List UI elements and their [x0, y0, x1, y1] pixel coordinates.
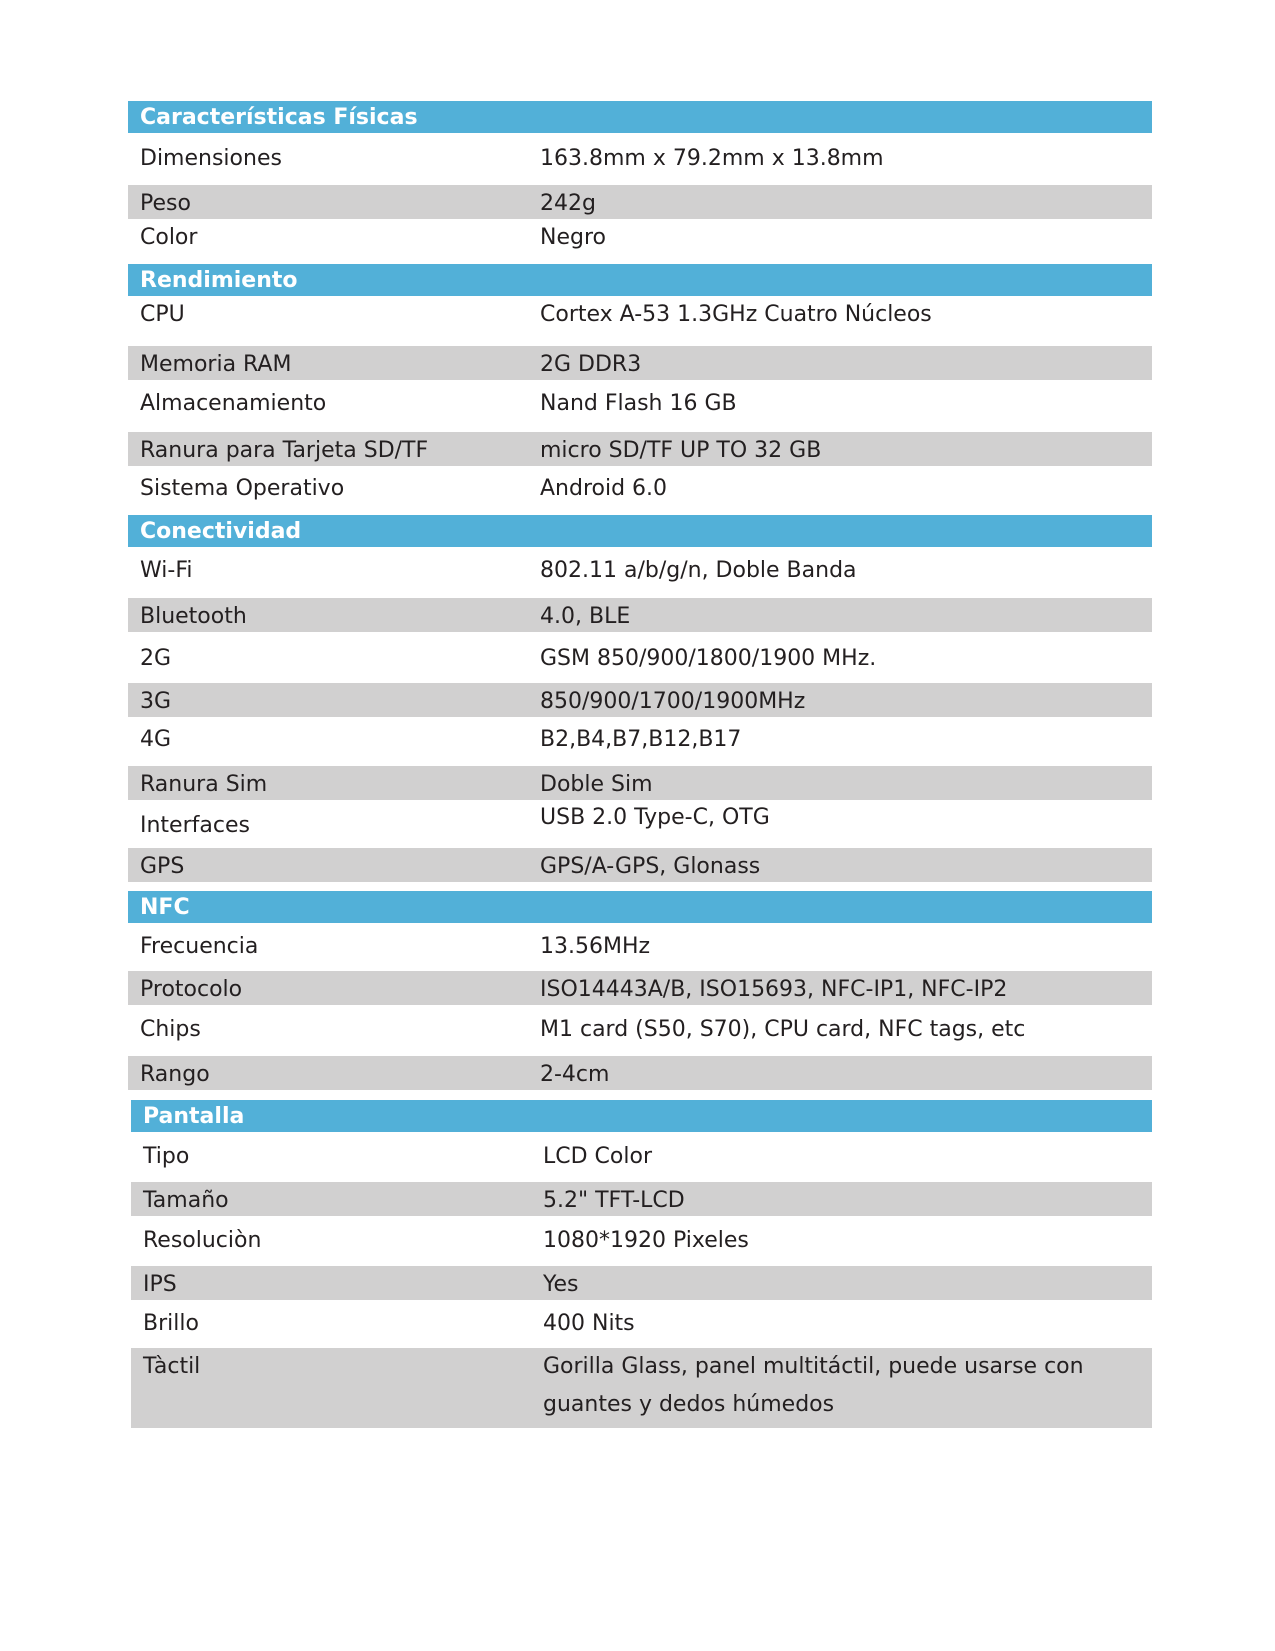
- spec-label: Brillo: [143, 1311, 199, 1336]
- spec-value: 13.56MHz: [540, 934, 651, 959]
- spec-label: Chips: [140, 1017, 201, 1042]
- spec-row: [128, 683, 1152, 717]
- spec-row: [128, 547, 1152, 598]
- spec-value: LCD Color: [543, 1144, 652, 1169]
- spec-value: 850/900/1700/1900MHz: [540, 689, 806, 714]
- spec-value: Doble Sim: [540, 772, 653, 797]
- section-header: Pantalla: [131, 1100, 1152, 1132]
- spec-row: [128, 133, 1152, 185]
- spec-row: [128, 717, 1152, 766]
- spec-row: [128, 1056, 1152, 1090]
- spec-label: Dimensiones: [140, 146, 282, 171]
- spec-value: GPS/A-GPS, Glonass: [540, 854, 761, 879]
- spec-value: 400 Nits: [543, 1311, 635, 1336]
- spec-label: Tàctil: [143, 1354, 201, 1379]
- spec-label: Ranura Sim: [140, 772, 268, 797]
- spec-value: 242g: [540, 191, 596, 216]
- spec-label: Bluetooth: [140, 604, 247, 629]
- spec-label: Sistema Operativo: [140, 476, 345, 501]
- spec-row: [128, 632, 1152, 683]
- spec-value: Yes: [543, 1272, 579, 1297]
- section-display: [131, 1100, 1152, 1428]
- spec-row: [128, 346, 1152, 380]
- spec-label: Memoria RAM: [140, 352, 292, 377]
- spec-label: Almacenamiento: [140, 391, 327, 416]
- section-performance: [128, 264, 1152, 515]
- spec-row: [128, 1005, 1152, 1056]
- section-header: Rendimiento: [128, 264, 1152, 296]
- spec-label: Wi-Fi: [140, 558, 193, 583]
- spec-row: [131, 1266, 1152, 1300]
- section-nfc: [128, 891, 1152, 1100]
- spec-label: GPS: [140, 854, 185, 879]
- spec-value: GSM 850/900/1800/1900 MHz.: [540, 646, 877, 671]
- spec-label: Resoluciòn: [143, 1228, 262, 1253]
- spec-label: 4G: [140, 727, 172, 752]
- spec-label: Tipo: [143, 1144, 190, 1169]
- section-physical: [128, 101, 1152, 264]
- spec-value: Gorilla Glass, panel multitáctil, puede usarse con guantes y dedos húmedos: [543, 1354, 1084, 1417]
- spec-row: [131, 1132, 1152, 1182]
- spec-label: IPS: [143, 1272, 177, 1297]
- spec-row: [131, 1348, 1152, 1428]
- spec-label: Tamaño: [143, 1188, 229, 1213]
- spec-value: micro SD/TF UP TO 32 GB: [540, 438, 822, 463]
- spec-value: 802.11 a/b/g/n, Doble Banda: [540, 558, 857, 583]
- spec-row: [128, 185, 1152, 219]
- section-header: Características Físicas: [128, 101, 1152, 133]
- spec-value: 4.0, BLE: [540, 604, 631, 629]
- section-header: NFC: [128, 891, 1152, 923]
- spec-row: [131, 1300, 1152, 1348]
- spec-label: Color: [140, 225, 198, 250]
- spec-label: 3G: [140, 689, 172, 714]
- spec-row: [128, 971, 1152, 1005]
- spec-value: Nand Flash 16 GB: [540, 391, 737, 416]
- spec-row: [128, 466, 1152, 515]
- spec-sheet: [128, 101, 1152, 1428]
- spec-value: Android 6.0: [540, 476, 668, 501]
- spec-row: [128, 923, 1152, 971]
- spec-value: Negro: [540, 225, 606, 250]
- spec-value: M1 card (S50, S70), CPU card, NFC tags, etc: [540, 1017, 1026, 1042]
- spec-value: ISO14443A/B, ISO15693, NFC-IP1, NFC-IP2: [540, 977, 1008, 1002]
- spec-value: Cortex A-53 1.3GHz Cuatro Núcleos: [540, 302, 932, 327]
- section-connectivity: [128, 515, 1152, 891]
- spec-row: [128, 800, 1152, 848]
- spec-row: [128, 766, 1152, 800]
- spec-row: [131, 1182, 1152, 1216]
- spec-label: Peso: [140, 191, 191, 216]
- spec-label: Rango: [140, 1062, 210, 1087]
- spec-row: [128, 219, 1152, 264]
- spec-row: [128, 432, 1152, 466]
- spec-value: 5.2" TFT-LCD: [543, 1188, 685, 1213]
- spec-label: Protocolo: [140, 977, 243, 1002]
- spec-value: 163.8mm x 79.2mm x 13.8mm: [540, 146, 884, 171]
- spec-row: [128, 848, 1152, 882]
- spec-value: 2-4cm: [540, 1062, 610, 1087]
- spec-value: USB 2.0 Type-C, OTG: [540, 805, 770, 830]
- spec-row: [128, 380, 1152, 432]
- spec-row: [128, 598, 1152, 632]
- spec-label: CPU: [140, 302, 185, 327]
- spec-value: 1080*1920 Pixeles: [543, 1228, 749, 1253]
- spec-row: [131, 1216, 1152, 1266]
- spec-label: Ranura para Tarjeta SD/TF: [140, 438, 429, 463]
- spec-value: 2G DDR3: [540, 352, 642, 377]
- spec-row: [128, 296, 1152, 346]
- spec-value: B2,B4,B7,B12,B17: [540, 727, 742, 752]
- section-header: Conectividad: [128, 515, 1152, 547]
- spec-label: Interfaces: [140, 813, 250, 838]
- spec-label: Frecuencia: [140, 934, 259, 959]
- spec-label: 2G: [140, 646, 172, 671]
